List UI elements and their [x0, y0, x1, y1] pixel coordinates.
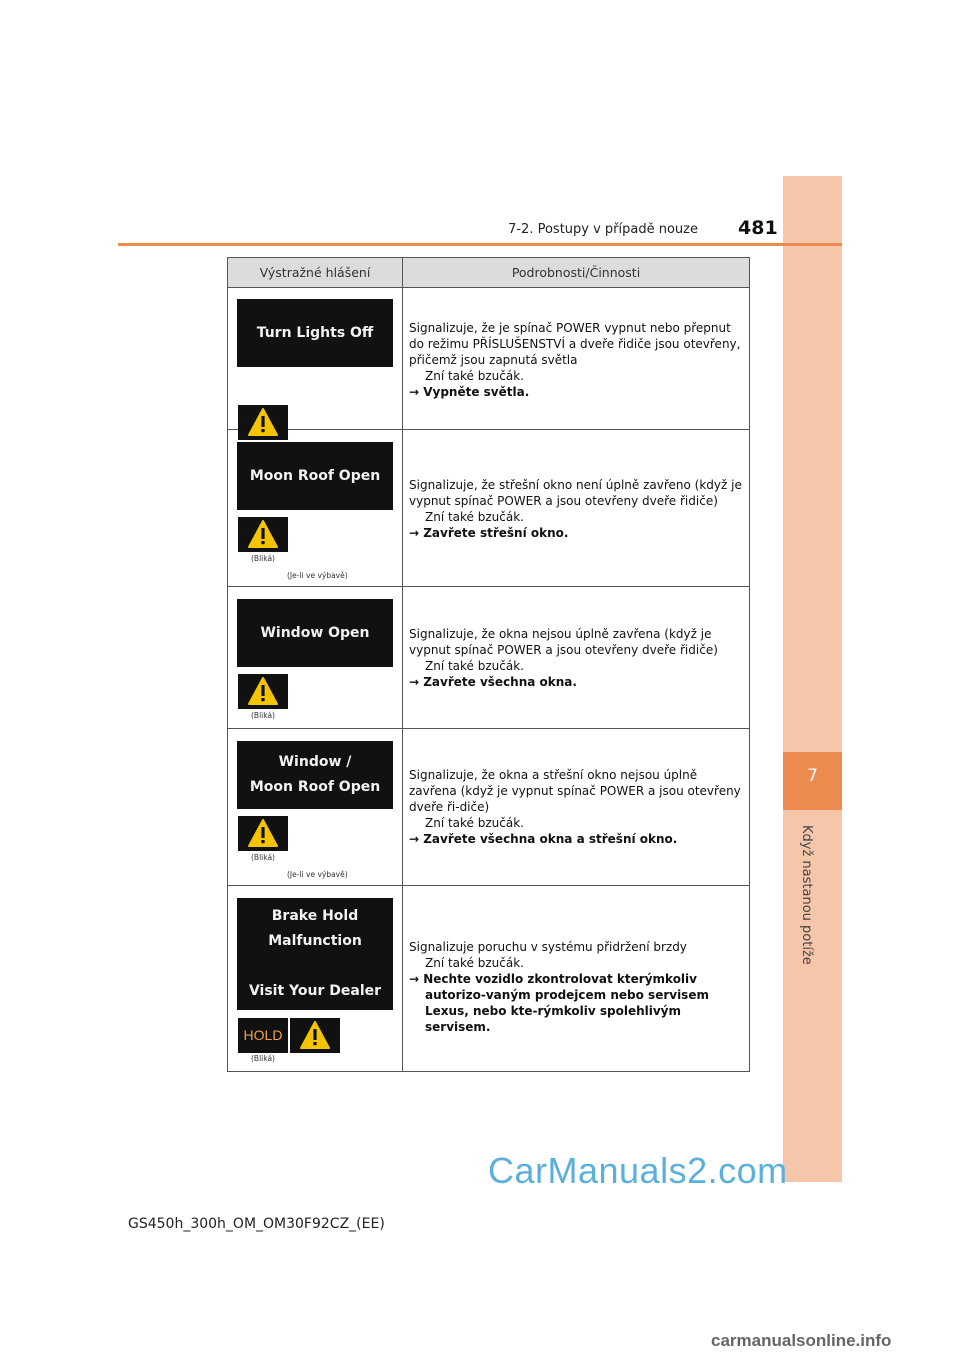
buzzer-note: Zní také bzučák. — [425, 369, 524, 383]
equipped-note: (Je-li ve výbavě) — [287, 870, 348, 879]
warning-icon — [290, 1018, 340, 1053]
equipped-note: (Je-li ve výbavě) — [287, 571, 348, 580]
action-text: → Zavřete všechna okna. — [409, 675, 577, 689]
table-row — [228, 587, 750, 729]
chapter-title: Když nastanou potíže — [799, 825, 814, 965]
display-line: Moon Roof Open — [249, 779, 381, 795]
message-display — [237, 898, 393, 1010]
action-text: → Zavřete střešní okno. — [409, 526, 569, 540]
table-row — [228, 886, 750, 1072]
row-details — [409, 477, 747, 541]
page-number: 481 — [738, 217, 778, 239]
section-title: 7-2. Postupy v případě nouze — [508, 222, 698, 237]
description-text: Signalizuje, že střešní okno není úplně zavřeno (když je vypnut spínač POWER a jsou otevřeny dveře řidiče) — [409, 478, 742, 508]
column-header: Podrobnosti/Činnosti — [403, 258, 750, 288]
row-details — [409, 320, 747, 400]
warning-icon — [238, 816, 288, 851]
row-details — [409, 626, 747, 690]
table-row — [228, 430, 750, 587]
display-line: Brake Hold — [271, 908, 359, 924]
table-header-row — [228, 258, 750, 288]
action-text: → Zavřete všechna okna a střešní okno. — [409, 832, 678, 846]
display-line: Malfunction — [268, 933, 362, 949]
chapter-number: 7 — [807, 766, 818, 786]
display-line: Turn Lights Off — [256, 324, 374, 341]
message-display — [237, 299, 393, 367]
header-rule — [118, 243, 842, 246]
warning-table — [227, 257, 750, 1072]
description-text: Signalizuje poruchu v systému přidržení brzdy — [409, 940, 687, 954]
message-display — [237, 741, 393, 809]
display-line: Visit Your Dealer — [248, 983, 382, 999]
display-line: Moon Roof Open — [249, 467, 381, 484]
display-line: Window Open — [260, 624, 370, 641]
blink-note: (Bliká) — [251, 554, 275, 563]
warning-icon — [238, 674, 288, 709]
blink-note: (Bliká) — [251, 853, 275, 862]
buzzer-note: Zní také bzučák. — [425, 510, 524, 524]
row-details — [409, 767, 747, 847]
table-row — [228, 288, 750, 430]
buzzer-note: Zní také bzučák. — [425, 956, 524, 970]
buzzer-note: Zní také bzučák. — [425, 659, 524, 673]
description-text: Signalizuje, že je spínač POWER vypnut nebo přepnut do režimu PŘÍSLUŠENSTVÍ a dveře řidiče jsou otevřeny, přičemž jsou zapnutá světla — [409, 321, 741, 367]
document-code: GS450h_300h_OM_OM30F92CZ_(EE) — [128, 1216, 385, 1232]
column-header: Výstražné hlášení — [228, 258, 403, 288]
blink-note: (Bliká) — [251, 1054, 275, 1063]
buzzer-note: Zní také bzučák. — [425, 816, 524, 830]
display-line: Window / — [278, 754, 352, 770]
brake-hold-indicator: HOLD — [238, 1018, 288, 1053]
message-display — [237, 442, 393, 510]
warning-icon — [238, 517, 288, 552]
blink-note: (Bliká) — [251, 711, 275, 720]
table-row — [228, 729, 750, 886]
message-display — [237, 599, 393, 667]
watermark-carmanualsonline: carmanualsonline.info — [711, 1331, 892, 1350]
row-details — [409, 939, 747, 1035]
action-text: → Nechte vozidlo zkontrolovat kterýmkoliv autorizo-vaným prodejcem nebo servisem Lexus, nebo kte-rýmkoliv spolehlivým servisem. — [409, 972, 709, 1034]
action-text: → Vypněte světla. — [409, 385, 530, 399]
watermark-carmanuals2: CarManuals2.com — [488, 1150, 788, 1191]
description-text: Signalizuje, že okna nejsou úplně zavřena (když je vypnut spínač POWER a jsou otevřeny dveře řidiče) — [409, 627, 718, 657]
description-text: Signalizuje, že okna a střešní okno nejsou úplně zavřena (když je vypnut spínač POWER a jsou otevřeny dveře ři-diče) — [409, 768, 741, 814]
chapter-sidebar — [783, 176, 842, 1182]
